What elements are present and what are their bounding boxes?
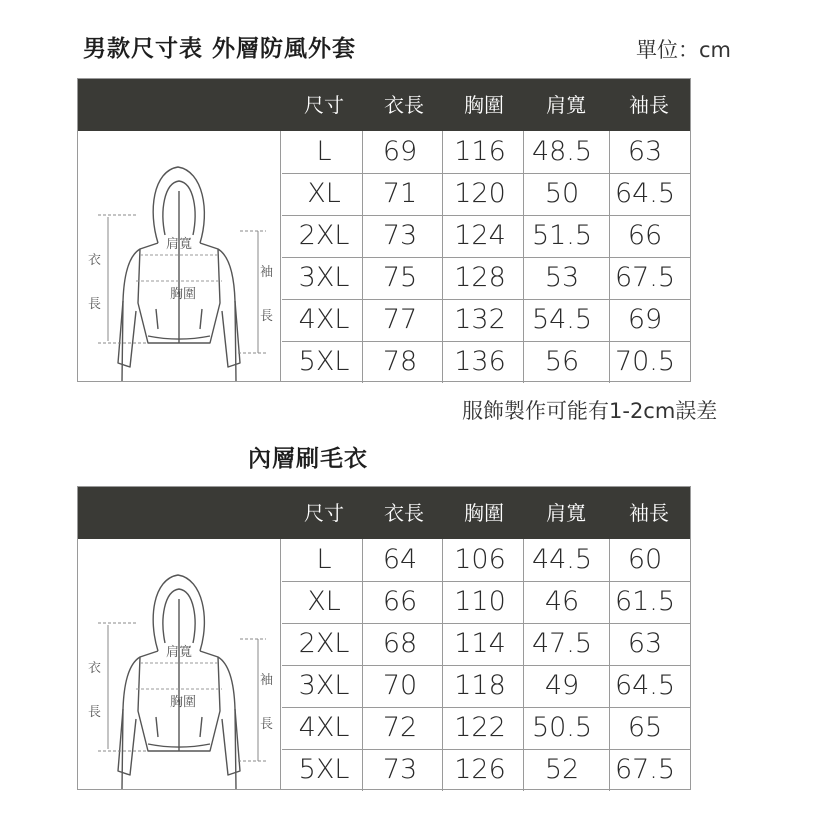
outer-row-l-shoulder: 48.5	[531, 136, 593, 167]
inner-row-l-length: 64	[382, 544, 418, 575]
inner-row-l-chest: 106	[454, 544, 506, 575]
inner-row-l-sleeve: 60	[627, 544, 663, 575]
row-divider	[282, 173, 691, 174]
outer-row-5xl-shoulder: 56	[544, 346, 580, 377]
column-header-chest: 胸圍	[464, 501, 504, 525]
outer-row-2xl-size: 2XL	[298, 220, 350, 251]
inner-row-2xl-length: 68	[382, 628, 418, 659]
diagram-shoulder-label: 肩寬	[166, 237, 193, 252]
jacket-diagram	[78, 131, 280, 381]
column-header-sleeve: 袖長	[629, 501, 669, 525]
inner-row-5xl-size: 5XL	[298, 754, 350, 785]
diagram-sleeve-label-bottom: 長	[260, 717, 274, 732]
row-divider	[282, 341, 691, 342]
inner-row-4xl-size: 4XL	[298, 712, 350, 743]
outer-row-5xl-sleeve: 70.5	[614, 346, 676, 377]
row-divider	[282, 581, 691, 582]
row-divider	[282, 257, 691, 258]
row-divider	[282, 623, 691, 624]
inner-row-xl-shoulder: 46	[544, 586, 580, 617]
inner-row-4xl-shoulder: 50.5	[531, 712, 593, 743]
page-title: 男款尺寸表 外層防風外套	[83, 36, 357, 62]
outer-row-2xl-sleeve: 66	[627, 220, 663, 251]
column-header-size: 尺寸	[304, 93, 344, 117]
jacket-illustration	[78, 539, 281, 789]
outer-row-3xl-chest: 128	[454, 262, 506, 293]
outer-row-xl-chest: 120	[454, 178, 506, 209]
diagram-sleeve-label-top: 袖	[260, 673, 274, 688]
outer-row-3xl-sleeve: 67.5	[614, 262, 676, 293]
inner-row-3xl-chest: 118	[454, 670, 506, 701]
inner-row-2xl-shoulder: 47.5	[531, 628, 593, 659]
outer-row-3xl-shoulder: 53	[544, 262, 580, 293]
outer-row-5xl-size: 5XL	[298, 346, 350, 377]
diagram-shoulder-label: 肩寬	[166, 645, 193, 660]
inner-row-l-shoulder: 44.5	[531, 544, 593, 575]
outer-row-5xl-length: 78	[382, 346, 418, 377]
outer-row-5xl-chest: 136	[454, 346, 506, 377]
row-divider	[282, 665, 691, 666]
inner-row-3xl-size: 3XL	[298, 670, 350, 701]
tolerance-note: 服飾製作可能有1-2cm誤差	[462, 399, 718, 423]
column-header-shoulder: 肩寬	[546, 501, 586, 525]
column-header-length: 衣長	[384, 501, 424, 525]
outer-row-4xl-sleeve: 69	[627, 304, 663, 335]
column-header-shoulder: 肩寬	[546, 93, 586, 117]
diagram-length-label-top: 衣	[88, 253, 102, 268]
inner-row-3xl-shoulder: 49	[544, 670, 580, 701]
diagram-length-label-bottom: 長	[88, 297, 102, 312]
inner-row-l-size: L	[316, 544, 332, 575]
inner-row-4xl-chest: 122	[454, 712, 506, 743]
outer-row-3xl-length: 75	[382, 262, 418, 293]
outer-row-4xl-size: 4XL	[298, 304, 350, 335]
outer-row-l-chest: 116	[454, 136, 506, 167]
outer-row-2xl-shoulder: 51.5	[531, 220, 593, 251]
diagram-sleeve-label-bottom: 長	[260, 309, 274, 324]
outer-row-l-length: 69	[382, 136, 418, 167]
outer-row-2xl-length: 73	[382, 220, 418, 251]
diagram-sleeve-label-top: 袖	[260, 265, 274, 280]
jacket-diagram	[78, 539, 280, 789]
inner-row-5xl-length: 73	[382, 754, 418, 785]
inner-row-2xl-sleeve: 63	[627, 628, 663, 659]
outer-row-2xl-chest: 124	[454, 220, 506, 251]
column-header-sleeve: 袖長	[629, 93, 669, 117]
inner-section-title: 內層刷毛衣	[248, 446, 368, 472]
column-header-chest: 胸圍	[464, 93, 504, 117]
diagram-length-label-bottom: 長	[88, 705, 102, 720]
inner-row-2xl-chest: 114	[454, 628, 506, 659]
outer-row-3xl-size: 3XL	[298, 262, 350, 293]
outer-row-xl-shoulder: 50	[544, 178, 580, 209]
jacket-illustration	[78, 131, 281, 381]
inner-row-xl-size: XL	[307, 586, 341, 617]
unit-label: 單位：cm	[636, 38, 732, 62]
inner-row-3xl-sleeve: 64.5	[614, 670, 676, 701]
inner-row-xl-chest: 110	[454, 586, 506, 617]
outer-row-4xl-shoulder: 54.5	[531, 304, 593, 335]
outer-row-l-size: L	[316, 136, 332, 167]
outer-row-4xl-chest: 132	[454, 304, 506, 335]
inner-row-5xl-shoulder: 52	[544, 754, 580, 785]
outer-row-l-sleeve: 63	[627, 136, 663, 167]
inner-row-2xl-size: 2XL	[298, 628, 350, 659]
inner-row-3xl-length: 70	[382, 670, 418, 701]
row-divider	[282, 749, 691, 750]
outer-size-table	[77, 78, 691, 382]
inner-row-xl-length: 66	[382, 586, 418, 617]
column-header-size: 尺寸	[304, 501, 344, 525]
inner-row-5xl-sleeve: 67.5	[614, 754, 676, 785]
outer-row-4xl-length: 77	[382, 304, 418, 335]
inner-row-5xl-chest: 126	[454, 754, 506, 785]
inner-row-4xl-sleeve: 65	[627, 712, 663, 743]
diagram-chest-label: 胸圍	[170, 287, 197, 302]
row-divider	[282, 299, 691, 300]
outer-row-xl-length: 71	[382, 178, 418, 209]
inner-size-table	[77, 486, 691, 790]
row-divider	[282, 215, 691, 216]
inner-row-xl-sleeve: 61.5	[614, 586, 676, 617]
outer-row-xl-sleeve: 64.5	[614, 178, 676, 209]
column-header-length: 衣長	[384, 93, 424, 117]
outer-row-xl-size: XL	[307, 178, 341, 209]
diagram-length-label-top: 衣	[88, 661, 102, 676]
diagram-chest-label: 胸圍	[170, 695, 197, 710]
inner-row-4xl-length: 72	[382, 712, 418, 743]
row-divider	[282, 707, 691, 708]
